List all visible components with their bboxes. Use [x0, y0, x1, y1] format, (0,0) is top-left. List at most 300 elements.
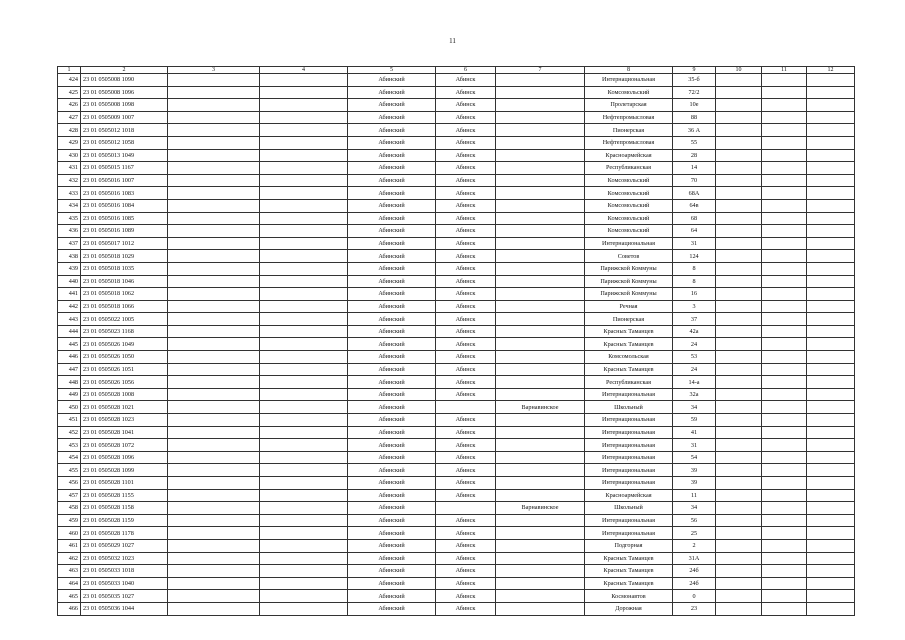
- table-cell: Абинский: [348, 489, 436, 502]
- table-cell: [762, 426, 807, 439]
- table-cell: [260, 565, 348, 578]
- header-row: [58, 67, 855, 74]
- table-cell: [168, 363, 260, 376]
- table-cell: Красных Таманцев: [585, 325, 673, 338]
- table-cell: Абинск: [436, 99, 496, 112]
- table-cell: Комсомольский: [585, 225, 673, 238]
- table-cell: [168, 565, 260, 578]
- table-cell: 464: [58, 577, 81, 590]
- table-cell: [260, 174, 348, 187]
- table-cell: 435: [58, 212, 81, 225]
- column-header: 9: [673, 67, 716, 74]
- table-cell: Абинск: [436, 351, 496, 364]
- table-row: [58, 552, 855, 565]
- table-cell: [260, 99, 348, 112]
- table-cell: [716, 502, 762, 515]
- table-cell: [168, 74, 260, 87]
- table-cell: [260, 388, 348, 401]
- table-cell: [762, 275, 807, 288]
- table-cell: Абинский: [348, 262, 436, 275]
- table-cell: Абинский: [348, 86, 436, 99]
- table-cell: [807, 464, 855, 477]
- table-cell: [168, 414, 260, 427]
- table-cell: [168, 388, 260, 401]
- table-cell: [496, 477, 585, 490]
- table-cell: Абинский: [348, 401, 436, 414]
- table-cell: [260, 426, 348, 439]
- table-cell: Абинск: [436, 439, 496, 452]
- table-cell: [496, 388, 585, 401]
- table-cell: Абинск: [436, 338, 496, 351]
- table-cell: [762, 464, 807, 477]
- table-cell: [807, 426, 855, 439]
- table-cell: [807, 577, 855, 590]
- table-cell: Абинск: [436, 426, 496, 439]
- table-cell: Абинский: [348, 577, 436, 590]
- table-cell: [807, 124, 855, 137]
- table-cell: [260, 149, 348, 162]
- table-cell: Комсомольский: [585, 199, 673, 212]
- table-cell: 23 01 0505008 1096: [81, 86, 168, 99]
- table-cell: [807, 414, 855, 427]
- table-cell: 32а: [673, 388, 716, 401]
- table-cell: 430: [58, 149, 81, 162]
- table-cell: Абинский: [348, 351, 436, 364]
- table-cell: 31А: [673, 552, 716, 565]
- table-cell: Абинский: [348, 338, 436, 351]
- table-cell: [762, 250, 807, 263]
- table-cell: [168, 426, 260, 439]
- table-cell: Нефтепромысловая: [585, 111, 673, 124]
- table-cell: [807, 439, 855, 452]
- table-cell: Абинский: [348, 363, 436, 376]
- table-cell: 39: [673, 477, 716, 490]
- table-cell: Абинск: [436, 149, 496, 162]
- table-cell: 440: [58, 275, 81, 288]
- table-cell: Подгорная: [585, 539, 673, 552]
- table-cell: [260, 376, 348, 389]
- table-cell: [168, 502, 260, 515]
- table-cell: [807, 514, 855, 527]
- table-cell: [260, 250, 348, 263]
- table-cell: [716, 149, 762, 162]
- table-cell: Красных Таманцев: [585, 363, 673, 376]
- table-cell: 429: [58, 136, 81, 149]
- table-cell: Абинский: [348, 325, 436, 338]
- table-cell: [807, 351, 855, 364]
- table-cell: [168, 111, 260, 124]
- table-cell: [716, 539, 762, 552]
- table-cell: 56: [673, 514, 716, 527]
- table-cell: [716, 111, 762, 124]
- table-cell: Абинский: [348, 502, 436, 515]
- table-cell: [807, 162, 855, 175]
- table-cell: [716, 388, 762, 401]
- table-cell: Абинск: [436, 489, 496, 502]
- table-cell: [716, 275, 762, 288]
- table-cell: [716, 187, 762, 200]
- table-cell: 448: [58, 376, 81, 389]
- table-cell: 436: [58, 225, 81, 238]
- table-cell: 88: [673, 111, 716, 124]
- table-cell: [716, 199, 762, 212]
- table-cell: [496, 489, 585, 502]
- table-row: [58, 199, 855, 212]
- table-cell: [168, 99, 260, 112]
- table-cell: [496, 602, 585, 615]
- table-cell: [260, 74, 348, 87]
- table-cell: Парижской Коммуны: [585, 288, 673, 301]
- table-cell: 42а: [673, 325, 716, 338]
- table-row: [58, 212, 855, 225]
- table-cell: [260, 338, 348, 351]
- table-cell: 431: [58, 162, 81, 175]
- table-cell: 59: [673, 414, 716, 427]
- table-cell: 445: [58, 338, 81, 351]
- table-cell: Абинский: [348, 313, 436, 326]
- table-cell: Комсомольский: [585, 212, 673, 225]
- table-cell: Абинский: [348, 602, 436, 615]
- table-cell: [260, 124, 348, 137]
- table-cell: [260, 313, 348, 326]
- table-cell: [807, 502, 855, 515]
- table-cell: 70: [673, 174, 716, 187]
- table-cell: Абинский: [348, 300, 436, 313]
- table-cell: [762, 527, 807, 540]
- column-header: 5: [348, 67, 436, 74]
- table-row: [58, 74, 855, 87]
- table-cell: [762, 552, 807, 565]
- table-cell: [762, 237, 807, 250]
- table-row: [58, 414, 855, 427]
- table-cell: Дорожная: [585, 602, 673, 615]
- table-cell: [436, 502, 496, 515]
- column-header: 7: [496, 67, 585, 74]
- table-cell: [168, 149, 260, 162]
- table-cell: 23 01 0505022 1005: [81, 313, 168, 326]
- table-row: [58, 602, 855, 615]
- table-cell: [716, 426, 762, 439]
- table-row: [58, 464, 855, 477]
- table-cell: 23 01 0505026 1049: [81, 338, 168, 351]
- table-cell: [260, 187, 348, 200]
- table-cell: [807, 489, 855, 502]
- table-cell: [260, 539, 348, 552]
- table-cell: [168, 552, 260, 565]
- table-cell: 8: [673, 262, 716, 275]
- table-cell: 54: [673, 451, 716, 464]
- table-cell: [496, 552, 585, 565]
- table-cell: [762, 86, 807, 99]
- table-cell: 8: [673, 275, 716, 288]
- table-cell: Комсомольский: [585, 86, 673, 99]
- table-cell: [260, 502, 348, 515]
- table-cell: 23 01 0505028 1099: [81, 464, 168, 477]
- column-header: 8: [585, 67, 673, 74]
- table-body: [58, 74, 855, 616]
- table-cell: [762, 565, 807, 578]
- table-cell: [762, 99, 807, 112]
- table-cell: [716, 577, 762, 590]
- table-cell: [496, 414, 585, 427]
- table-cell: [260, 464, 348, 477]
- table-header: [58, 67, 855, 74]
- table-cell: [807, 74, 855, 87]
- table-row: [58, 86, 855, 99]
- table-cell: Абинск: [436, 275, 496, 288]
- table-row: [58, 477, 855, 490]
- column-header: 2: [81, 67, 168, 74]
- table-cell: Интернациональная: [585, 464, 673, 477]
- table-cell: Абинский: [348, 74, 436, 87]
- table-row: [58, 565, 855, 578]
- table-cell: [168, 376, 260, 389]
- table-cell: 23 01 0505016 1007: [81, 174, 168, 187]
- table-cell: [260, 86, 348, 99]
- table-row: [58, 539, 855, 552]
- table-row: [58, 174, 855, 187]
- table-cell: 463: [58, 565, 81, 578]
- table-cell: [762, 388, 807, 401]
- table-cell: Абинск: [436, 225, 496, 238]
- table-cell: [168, 86, 260, 99]
- table-cell: 39: [673, 464, 716, 477]
- table-cell: 36 А: [673, 124, 716, 137]
- table-cell: [496, 111, 585, 124]
- table-cell: Абинский: [348, 590, 436, 603]
- table-cell: [496, 351, 585, 364]
- table-row: [58, 313, 855, 326]
- table-cell: Абинский: [348, 388, 436, 401]
- column-header: 1: [58, 67, 81, 74]
- table-cell: 24б: [673, 565, 716, 578]
- table-cell: Абинск: [436, 124, 496, 137]
- table-cell: [807, 262, 855, 275]
- table-cell: [716, 288, 762, 301]
- table-cell: [496, 99, 585, 112]
- table-cell: [762, 300, 807, 313]
- table-cell: 23 01 0505026 1051: [81, 363, 168, 376]
- table-cell: 35-б: [673, 74, 716, 87]
- table-cell: 23 01 0505018 1066: [81, 300, 168, 313]
- table-cell: [762, 376, 807, 389]
- table-cell: [716, 225, 762, 238]
- table-row: [58, 275, 855, 288]
- table-cell: 23 01 0505015 1167: [81, 162, 168, 175]
- registry-table: [57, 66, 855, 616]
- table-cell: [716, 351, 762, 364]
- table-row: [58, 363, 855, 376]
- table-cell: [807, 388, 855, 401]
- table-cell: 124: [673, 250, 716, 263]
- table-cell: 442: [58, 300, 81, 313]
- table-cell: [496, 262, 585, 275]
- table-cell: Речная: [585, 300, 673, 313]
- table-cell: [807, 590, 855, 603]
- table-cell: 31: [673, 237, 716, 250]
- table-cell: [496, 86, 585, 99]
- table-cell: [260, 351, 348, 364]
- table-cell: 437: [58, 237, 81, 250]
- table-cell: [496, 187, 585, 200]
- table-cell: 426: [58, 99, 81, 112]
- table-cell: 23 01 0505032 1023: [81, 552, 168, 565]
- table-cell: [716, 325, 762, 338]
- table-cell: 451: [58, 414, 81, 427]
- table-cell: 0: [673, 590, 716, 603]
- table-cell: [496, 237, 585, 250]
- table-row: [58, 225, 855, 238]
- table-row: [58, 426, 855, 439]
- table-cell: 452: [58, 426, 81, 439]
- table-cell: [807, 313, 855, 326]
- table-cell: [716, 99, 762, 112]
- table-cell: Абинск: [436, 300, 496, 313]
- table-cell: Красноармейская: [585, 149, 673, 162]
- table-cell: [260, 401, 348, 414]
- table-row: [58, 401, 855, 414]
- table-cell: 447: [58, 363, 81, 376]
- table-cell: [762, 199, 807, 212]
- table-cell: [260, 212, 348, 225]
- table-cell: [762, 514, 807, 527]
- table-cell: Абинск: [436, 477, 496, 490]
- table-cell: Парижской Коммуны: [585, 275, 673, 288]
- table-cell: [807, 136, 855, 149]
- table-cell: [807, 376, 855, 389]
- table-row: [58, 250, 855, 263]
- table-cell: [762, 187, 807, 200]
- table-cell: [260, 199, 348, 212]
- table-cell: [807, 451, 855, 464]
- table-cell: [496, 199, 585, 212]
- table-cell: [260, 414, 348, 427]
- table-cell: 465: [58, 590, 81, 603]
- table-cell: [168, 288, 260, 301]
- table-cell: [168, 124, 260, 137]
- table-cell: [168, 477, 260, 490]
- table-cell: [260, 527, 348, 540]
- table-cell: 23 01 0505035 1027: [81, 590, 168, 603]
- table-cell: [260, 477, 348, 490]
- table-cell: [168, 464, 260, 477]
- table-cell: Республиканская: [585, 376, 673, 389]
- table-cell: 466: [58, 602, 81, 615]
- table-row: [58, 351, 855, 364]
- table-cell: 23 01 0505029 1027: [81, 539, 168, 552]
- table-cell: 24: [673, 338, 716, 351]
- table-cell: Советов: [585, 250, 673, 263]
- table-cell: [496, 363, 585, 376]
- table-row: [58, 325, 855, 338]
- column-header: 11: [762, 67, 807, 74]
- table-cell: 450: [58, 401, 81, 414]
- table-cell: Абинск: [436, 74, 496, 87]
- table-cell: 23 01 0505012 1058: [81, 136, 168, 149]
- table-cell: [168, 250, 260, 263]
- table-cell: 23: [673, 602, 716, 615]
- table-cell: [716, 300, 762, 313]
- table-cell: 434: [58, 199, 81, 212]
- table-cell: 23 01 0505016 1085: [81, 212, 168, 225]
- table-cell: [716, 590, 762, 603]
- table-cell: 28: [673, 149, 716, 162]
- table-cell: Абинск: [436, 414, 496, 427]
- table-row: [58, 124, 855, 137]
- table-cell: [716, 464, 762, 477]
- table-cell: Интернациональная: [585, 477, 673, 490]
- table-cell: 23 01 0505013 1049: [81, 149, 168, 162]
- table-row: [58, 149, 855, 162]
- table-cell: [716, 136, 762, 149]
- table-row: [58, 187, 855, 200]
- table-cell: [807, 338, 855, 351]
- table-cell: [496, 464, 585, 477]
- table-cell: Интернациональная: [585, 514, 673, 527]
- table-cell: [807, 99, 855, 112]
- table-cell: [168, 514, 260, 527]
- table-cell: 23 01 0505026 1050: [81, 351, 168, 364]
- table-cell: Абинский: [348, 162, 436, 175]
- table-cell: 438: [58, 250, 81, 263]
- column-header: 4: [260, 67, 348, 74]
- table-cell: Абинский: [348, 439, 436, 452]
- table-cell: Абинск: [436, 174, 496, 187]
- table-cell: [260, 451, 348, 464]
- table-cell: [168, 489, 260, 502]
- table-cell: 37: [673, 313, 716, 326]
- table-cell: [168, 136, 260, 149]
- table-cell: [496, 225, 585, 238]
- table-row: [58, 136, 855, 149]
- table-cell: 23 01 0505028 1021: [81, 401, 168, 414]
- table-cell: [496, 565, 585, 578]
- table-cell: Школьный: [585, 401, 673, 414]
- table-cell: 462: [58, 552, 81, 565]
- table-cell: 23 01 0505028 1101: [81, 477, 168, 490]
- table-cell: Абинск: [436, 527, 496, 540]
- table-cell: [168, 262, 260, 275]
- table-row: [58, 590, 855, 603]
- table-cell: [496, 325, 585, 338]
- table-cell: [807, 275, 855, 288]
- table-cell: Абинский: [348, 527, 436, 540]
- table-cell: [716, 338, 762, 351]
- table-cell: [762, 262, 807, 275]
- table-row: [58, 489, 855, 502]
- table-cell: [762, 313, 807, 326]
- table-cell: [168, 199, 260, 212]
- table-cell: [260, 439, 348, 452]
- table-cell: Интернациональная: [585, 439, 673, 452]
- table-cell: [762, 439, 807, 452]
- table-cell: Абинск: [436, 602, 496, 615]
- table-cell: [168, 439, 260, 452]
- table-cell: 459: [58, 514, 81, 527]
- table-cell: Абинский: [348, 187, 436, 200]
- table-cell: 14-а: [673, 376, 716, 389]
- table-cell: 72/2: [673, 86, 716, 99]
- table-cell: Абинский: [348, 136, 436, 149]
- table-cell: [807, 237, 855, 250]
- table-cell: [260, 514, 348, 527]
- table-cell: Абинский: [348, 250, 436, 263]
- table-cell: [762, 502, 807, 515]
- table-cell: [762, 363, 807, 376]
- table-row: [58, 288, 855, 301]
- table-cell: [168, 300, 260, 313]
- table-row: [58, 502, 855, 515]
